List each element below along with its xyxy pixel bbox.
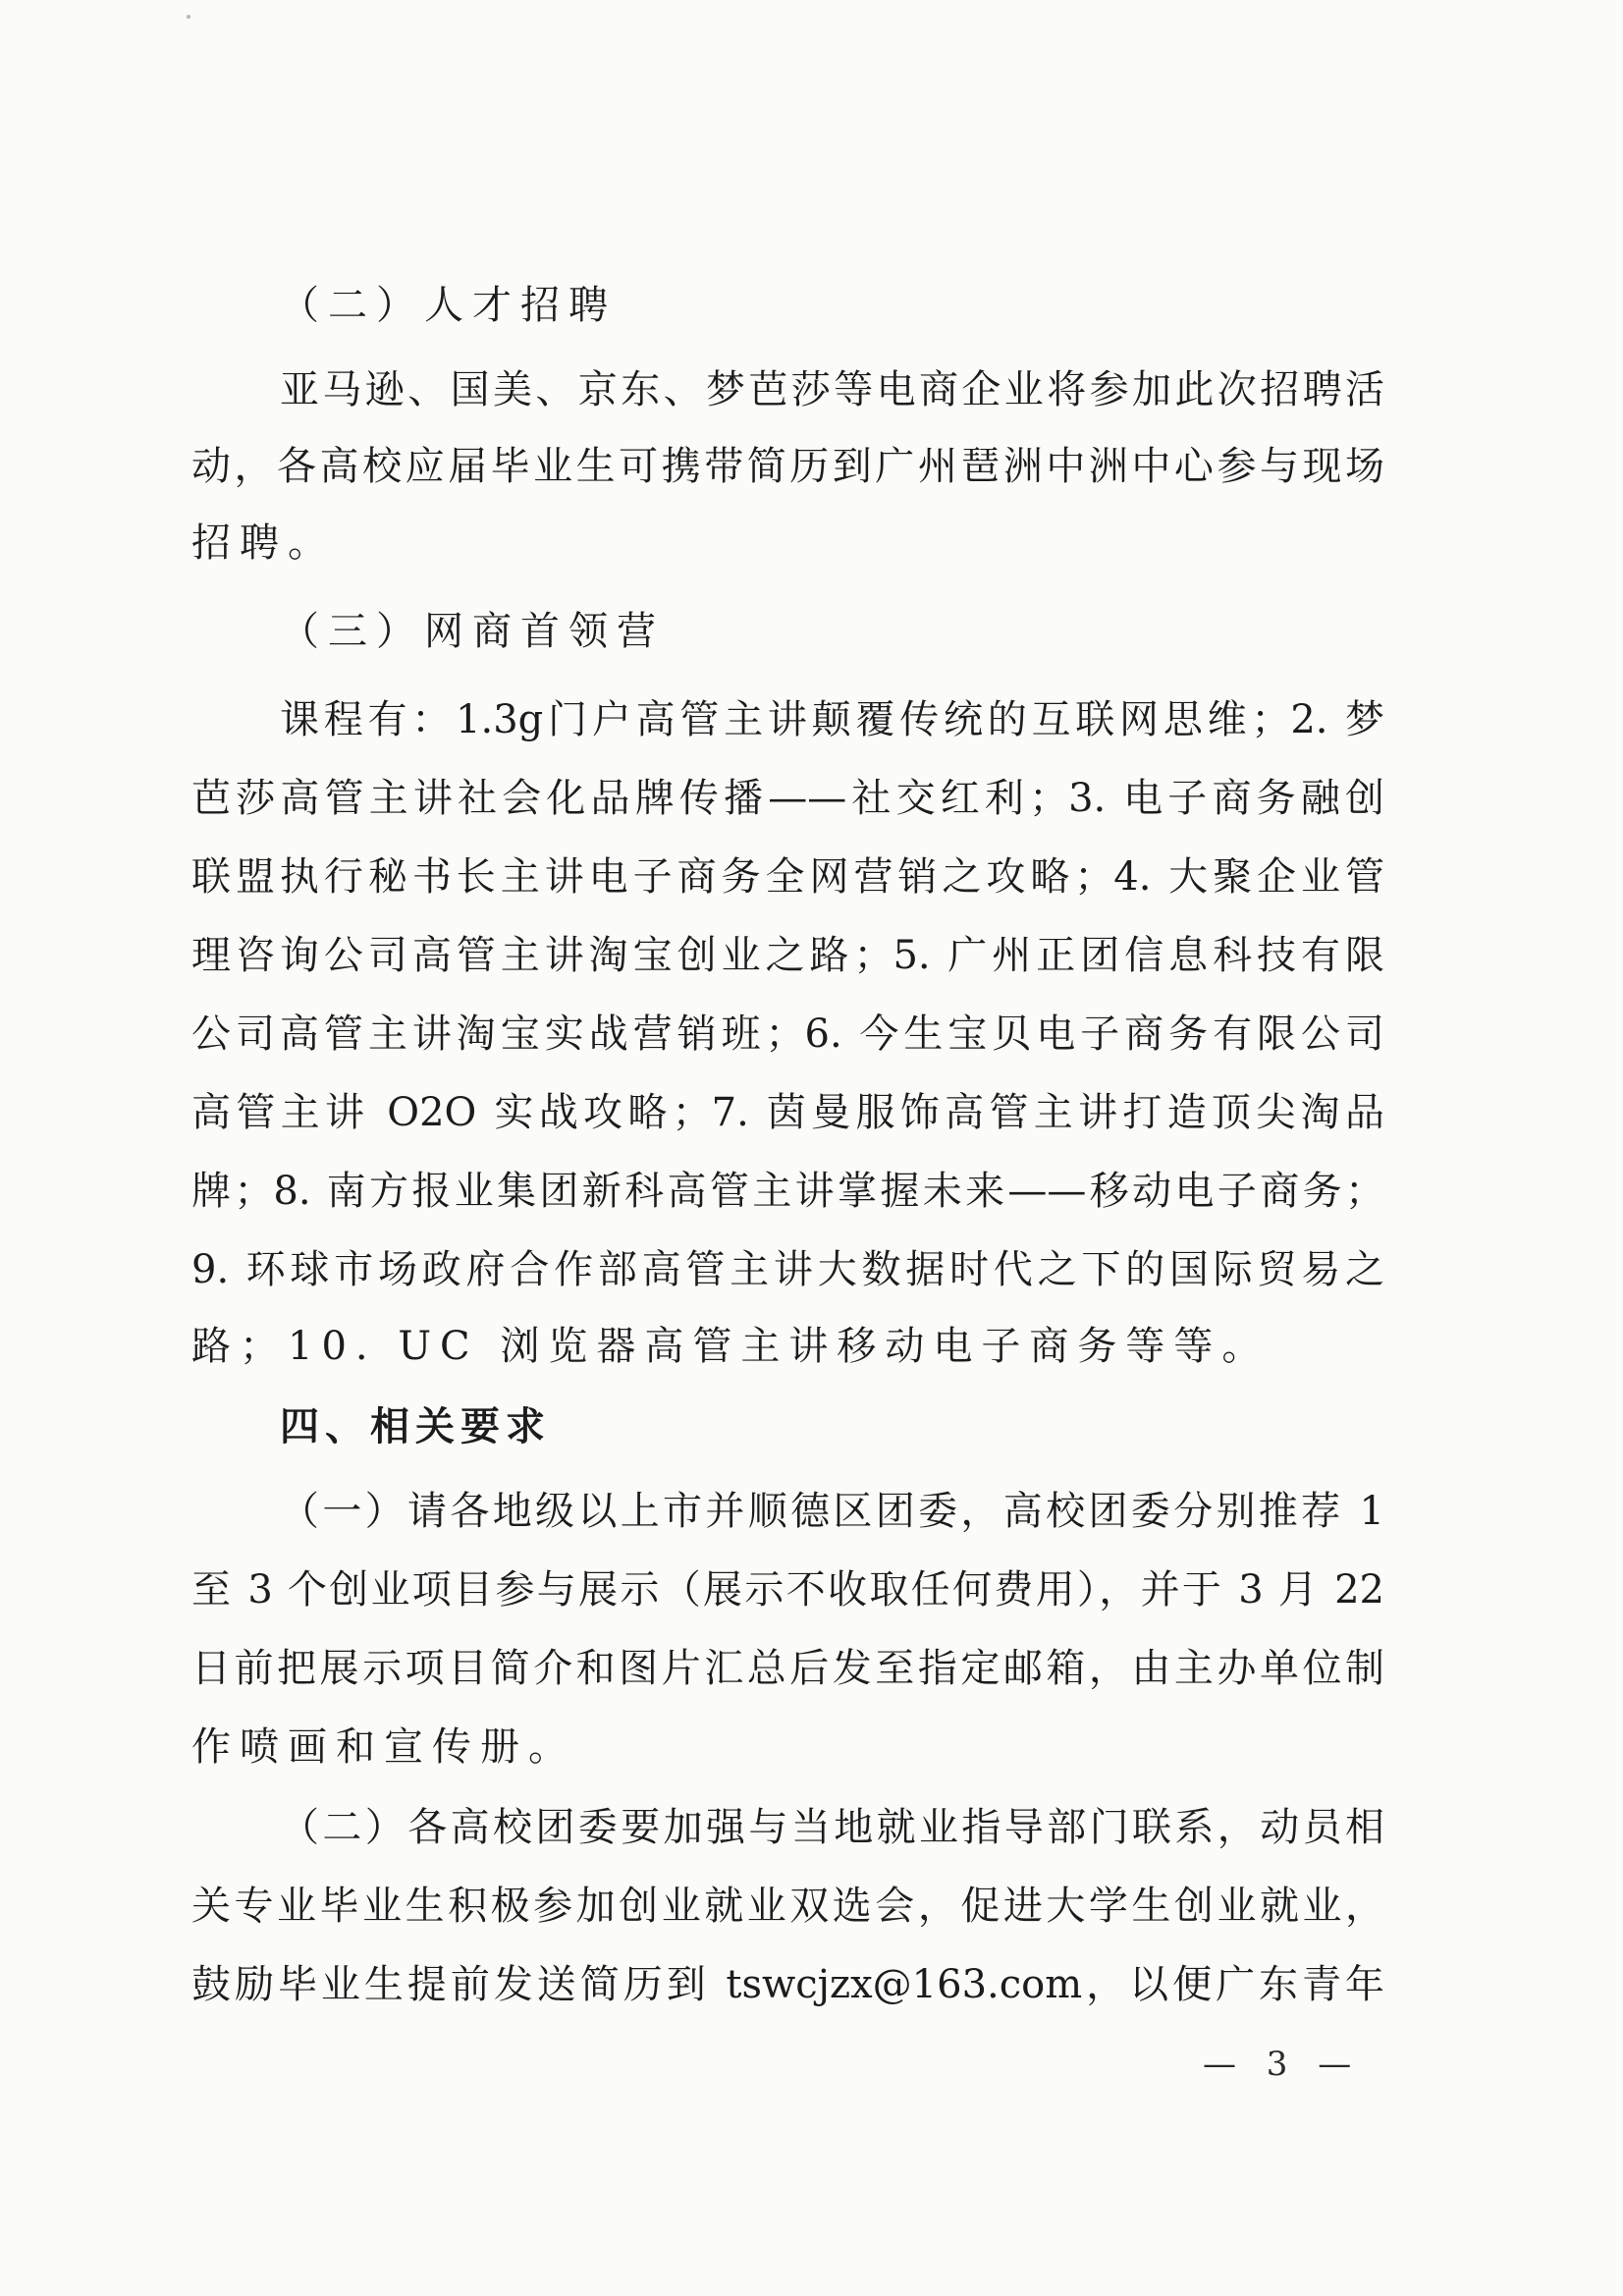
paragraph-line: 日前把展示项目简介和图片汇总后发至指定邮箱，由主办单位制 xyxy=(191,1646,1384,1691)
paragraph-line: 亚马逊、国美、京东、梦芭莎等电商企业将参加此次招聘活 xyxy=(280,367,1384,412)
paragraph-line: 至 3 个创业项目参与展示（展示不收取任何费用），并于 3 月 22 xyxy=(191,1567,1384,1613)
section-heading-requirements: 四、相关要求 xyxy=(280,1404,551,1449)
paragraph-line: 课程有：1.3g门户高管主讲颠覆传统的互联网思维；2. 梦 xyxy=(280,697,1384,742)
paragraph-line: 公司高管主讲淘宝实战营销班；6. 今生宝贝电子商务有限公司 xyxy=(191,1011,1384,1057)
paragraph-line: 招聘。 xyxy=(191,520,336,566)
paragraph-line: 理咨询公司高管主讲淘宝创业之路；5. 广州正团信息科技有限 xyxy=(191,933,1384,978)
paragraph-line: 鼓励毕业生提前发送简历到 tswcjzx@163.com，以便广东青年 xyxy=(191,1962,1384,2007)
paragraph-line: （二）各高校团委要加强与当地就业指导部门联系，动员相 xyxy=(280,1805,1384,1850)
paragraph-line: 芭莎高管主讲社会化品牌传播——社交红利；3. 电子商务融创 xyxy=(191,776,1384,821)
paragraph-line: 关专业毕业生积极参加创业就业双选会，促进大学生创业就业， xyxy=(191,1884,1384,1929)
paragraph-line: 作喷画和宣传册。 xyxy=(191,1724,576,1770)
section-heading-talent-recruitment: （二）人才招聘 xyxy=(280,283,617,328)
scan-dot xyxy=(187,15,190,19)
paragraph-line: 路；10. UC 浏览器高管主讲移动电子商务等等。 xyxy=(191,1324,1271,1369)
paragraph-line: 联盟执行秘书长主讲电子商务全网营销之攻略；4. 大聚企业管 xyxy=(191,854,1384,900)
paragraph-line: 9. 环球市场政府合作部高管主讲大数据时代之下的国际贸易之 xyxy=(191,1247,1384,1292)
paragraph-line: 牌；8. 南方报业集团新科高管主讲掌握未来——移动电子商务； xyxy=(191,1169,1384,1214)
paragraph-line: （一）请各地级以上市并顺德区团委，高校团委分别推荐 1 xyxy=(280,1489,1384,1534)
section-heading-online-business-camp: （三）网商首领营 xyxy=(280,609,665,654)
paragraph-line: 高管主讲 O2O 实战攻略；7. 茵曼服饰高管主讲打造顶尖淘品 xyxy=(191,1090,1384,1135)
page-number: — 3 — xyxy=(1203,2045,1362,2084)
paragraph-line: 动，各高校应届毕业生可携带简历到广州琶洲中洲中心参与现场 xyxy=(191,444,1384,489)
